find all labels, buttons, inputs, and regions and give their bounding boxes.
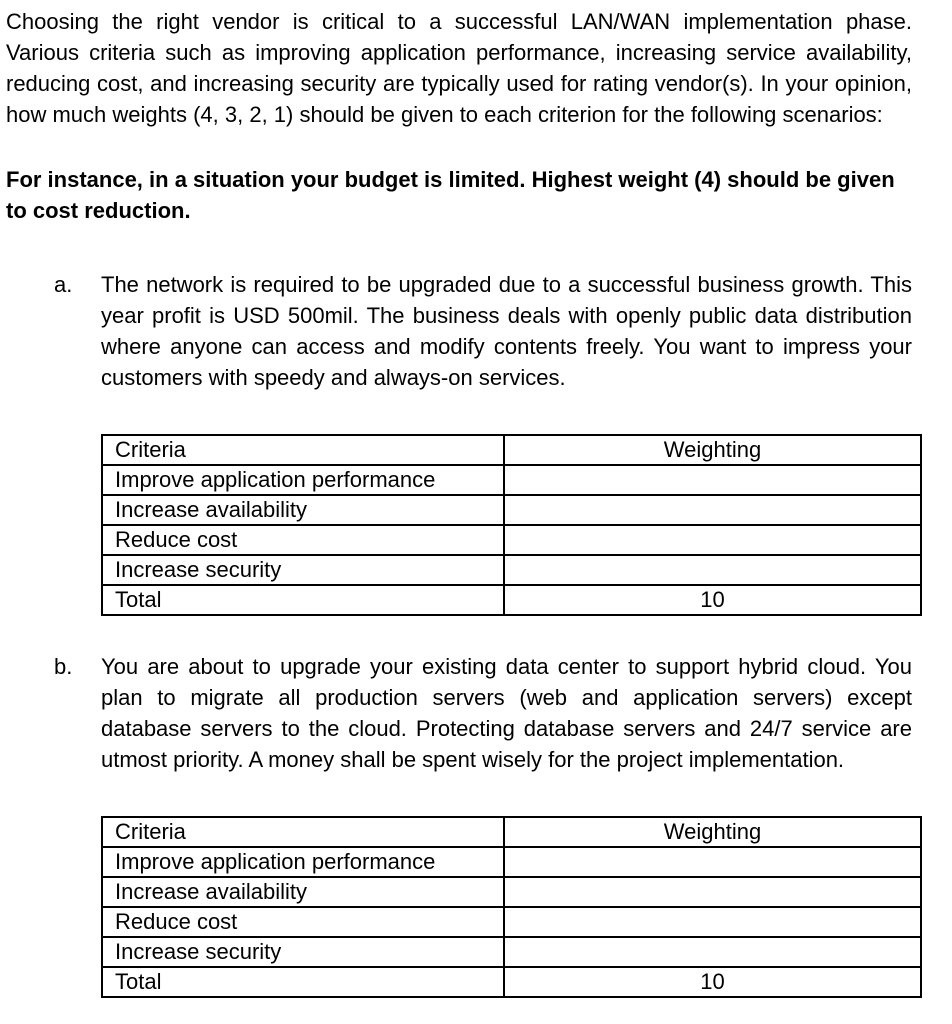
scenario-a <box>6 269 912 616</box>
weight-cell[interactable] <box>504 465 921 495</box>
table-row <box>102 847 921 877</box>
scenario-marker: a. <box>54 272 73 297</box>
table-total-row <box>102 585 921 615</box>
table-total-row <box>102 967 921 997</box>
total-value-cell: 10 <box>504 585 921 615</box>
criterion-cell: Increase security <box>102 555 504 585</box>
criterion-cell: Increase availability <box>102 495 504 525</box>
table-row <box>102 555 921 585</box>
weighting-header: Weighting <box>504 435 921 465</box>
criterion-cell: Increase availability <box>102 877 504 907</box>
criteria-header: Criteria <box>102 435 504 465</box>
table-row <box>102 937 921 967</box>
table-header-row <box>102 435 921 465</box>
table-row <box>102 907 921 937</box>
weight-cell[interactable] <box>504 495 921 525</box>
weighting-header: Weighting <box>504 817 921 847</box>
table-header-row <box>102 817 921 847</box>
weighting-table <box>101 434 922 616</box>
weight-cell[interactable] <box>504 907 921 937</box>
weight-cell[interactable] <box>504 525 921 555</box>
weight-cell[interactable] <box>504 937 921 967</box>
table-row <box>102 525 921 555</box>
criterion-cell: Reduce cost <box>102 907 504 937</box>
table-row <box>102 465 921 495</box>
table-row <box>102 495 921 525</box>
total-label-cell: Total <box>102 585 504 615</box>
intro-paragraph: Choosing the right vendor is critical to a successful LAN/WAN implementation phase. Various criteria such as improving application performance, increasing service availability, reducing cost, and increasing security are typically used for rating vendor(s). In your opinion, how much weights (4, 3, 2, 1) should be given to each criterion for the following scenarios: <box>6 9 912 127</box>
criterion-cell: Improve application performance <box>102 847 504 877</box>
criterion-cell: Increase security <box>102 937 504 967</box>
table-row <box>102 877 921 907</box>
criterion-cell: Reduce cost <box>102 525 504 555</box>
scenario-b <box>6 651 912 998</box>
total-label-cell: Total <box>102 967 504 997</box>
instance-note: For instance, in a situation your budget is limited. Highest weight (4) should be given to cost reduction. <box>6 167 895 223</box>
weighting-table <box>101 816 922 998</box>
weight-cell[interactable] <box>504 847 921 877</box>
weight-cell[interactable] <box>504 555 921 585</box>
document-page <box>6 6 912 998</box>
scenario-text: You are about to upgrade your existing data center to support hybrid cloud. You plan to migrate all production servers (web and application servers) except database servers to the cloud. Protecting database servers and 24/7 service are utmost priority. A money shall be spent wisely for the project implementation. <box>101 654 912 772</box>
criterion-cell: Improve application performance <box>102 465 504 495</box>
criteria-header: Criteria <box>102 817 504 847</box>
scenario-marker: b. <box>54 654 73 679</box>
scenario-text: The network is required to be upgraded due to a successful business growth. This year profit is USD 500mil. The business deals with openly public data distribution where anyone can access and modify contents freely. You want to impress your customers with speedy and always-on services. <box>101 272 912 390</box>
weight-cell[interactable] <box>504 877 921 907</box>
total-value-cell: 10 <box>504 967 921 997</box>
